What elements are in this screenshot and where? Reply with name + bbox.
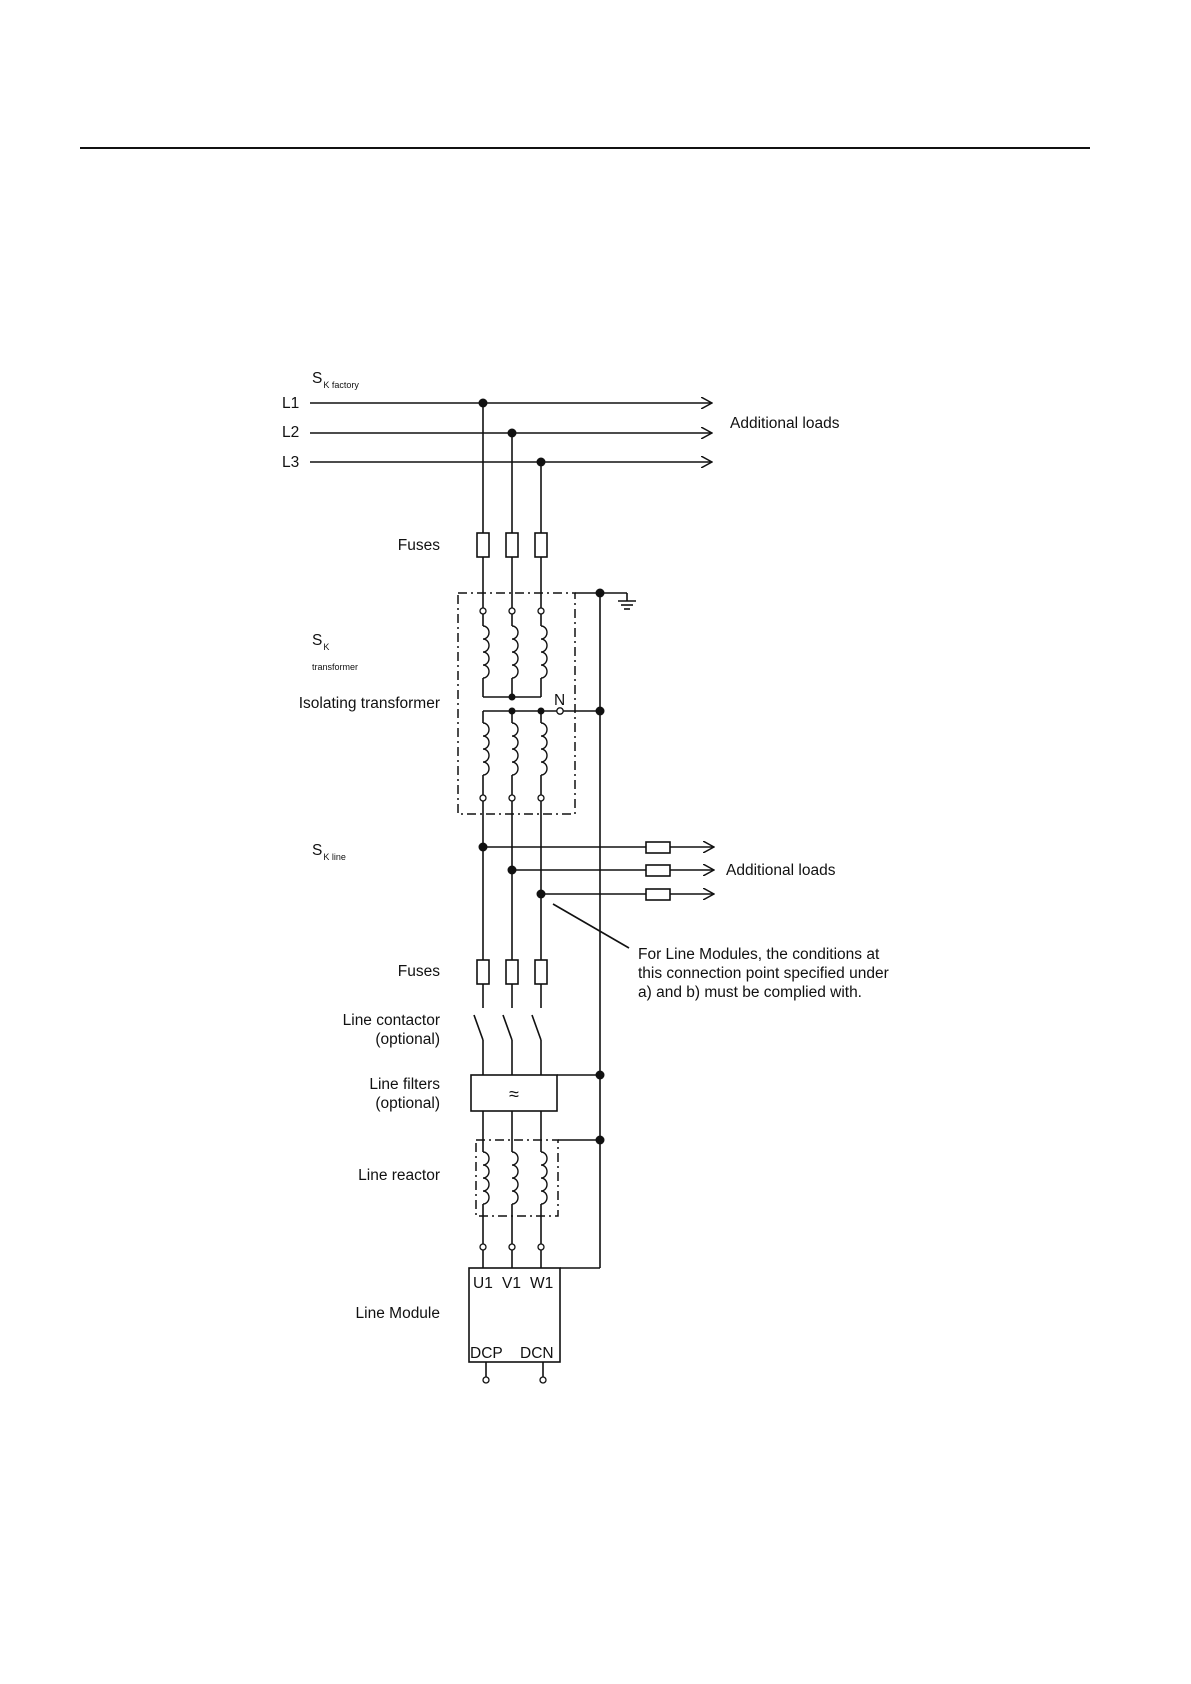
terminal-v1-label: V1 bbox=[502, 1275, 521, 1292]
fuse-bottom-l2 bbox=[506, 960, 518, 984]
terminal-u1-label: U1 bbox=[473, 1275, 493, 1292]
line-filters-label-2: (optional) bbox=[375, 1095, 440, 1112]
sk-line-label: $S_{K line}$ bbox=[312, 842, 346, 862]
fuse-load-l1 bbox=[646, 842, 670, 853]
neutral-label: N bbox=[554, 692, 566, 709]
terminal-w1-label: W1 bbox=[530, 1275, 554, 1292]
sk-transformer-sub-label: transformer bbox=[312, 662, 359, 672]
fuse-bottom-l3 bbox=[535, 960, 547, 984]
reactor-coil-l2 bbox=[512, 1140, 518, 1244]
fuse-top-l2 bbox=[506, 533, 518, 557]
line-module-label: Line Module bbox=[355, 1305, 440, 1322]
sk-factory-label: $S_{K factory}$ bbox=[312, 370, 359, 390]
phase-l1-label: L1 bbox=[282, 395, 300, 412]
additional-loads-mid-label: Additional loads bbox=[726, 862, 836, 879]
fuse-bottom-l1 bbox=[477, 960, 489, 984]
note-line-2: this connection point specified under bbox=[638, 965, 889, 982]
fuses-top-label: Fuses bbox=[397, 537, 440, 554]
terminal-dcp-label: DCP bbox=[470, 1345, 503, 1362]
line-contactor-switch bbox=[474, 1015, 541, 1040]
note-line-3: a) and b) must be complied with. bbox=[638, 984, 862, 1001]
line-filters-label-1: Line filters bbox=[369, 1076, 440, 1093]
dcp-terminal bbox=[483, 1377, 489, 1383]
fuse-top-l1 bbox=[477, 533, 489, 557]
fuse-load-l3 bbox=[646, 889, 670, 900]
additional-loads-top-label: Additional loads bbox=[730, 415, 840, 432]
primary-winding-l1 bbox=[483, 614, 489, 697]
secondary-winding-l1 bbox=[483, 711, 489, 795]
sk-transformer-label: $S_K$ bbox=[312, 632, 330, 652]
line-reactor-label: Line reactor bbox=[358, 1167, 440, 1184]
reactor-coil-l3 bbox=[541, 1140, 547, 1244]
fuse-load-l2 bbox=[646, 865, 670, 876]
secondary-winding-l2 bbox=[512, 711, 518, 795]
note-line-1: For Line Modules, the conditions at bbox=[638, 946, 880, 963]
line-reactor-frame bbox=[476, 1140, 558, 1216]
phase-l3-label: L3 bbox=[282, 454, 300, 471]
filter-symbol-icon: ≈ bbox=[509, 1084, 519, 1104]
ground-icon bbox=[618, 593, 636, 609]
fuse-top-l3 bbox=[535, 533, 547, 557]
note-leader-line bbox=[553, 904, 629, 948]
line-contactor-label-1: Line contactor bbox=[342, 1012, 440, 1029]
terminal-dcn-label: DCN bbox=[520, 1345, 554, 1362]
fuses-bottom-label: Fuses bbox=[397, 963, 440, 980]
isolating-transformer-label: Isolating transformer bbox=[298, 695, 440, 712]
dcn-terminal bbox=[540, 1377, 546, 1383]
primary-winding-l3 bbox=[541, 614, 547, 697]
reactor-coil-l1 bbox=[483, 1140, 489, 1244]
secondary-winding-l3 bbox=[541, 711, 547, 795]
primary-winding-l2 bbox=[512, 614, 518, 697]
phase-l2-label: L2 bbox=[282, 424, 300, 441]
line-contactor-label-2: (optional) bbox=[375, 1031, 440, 1048]
